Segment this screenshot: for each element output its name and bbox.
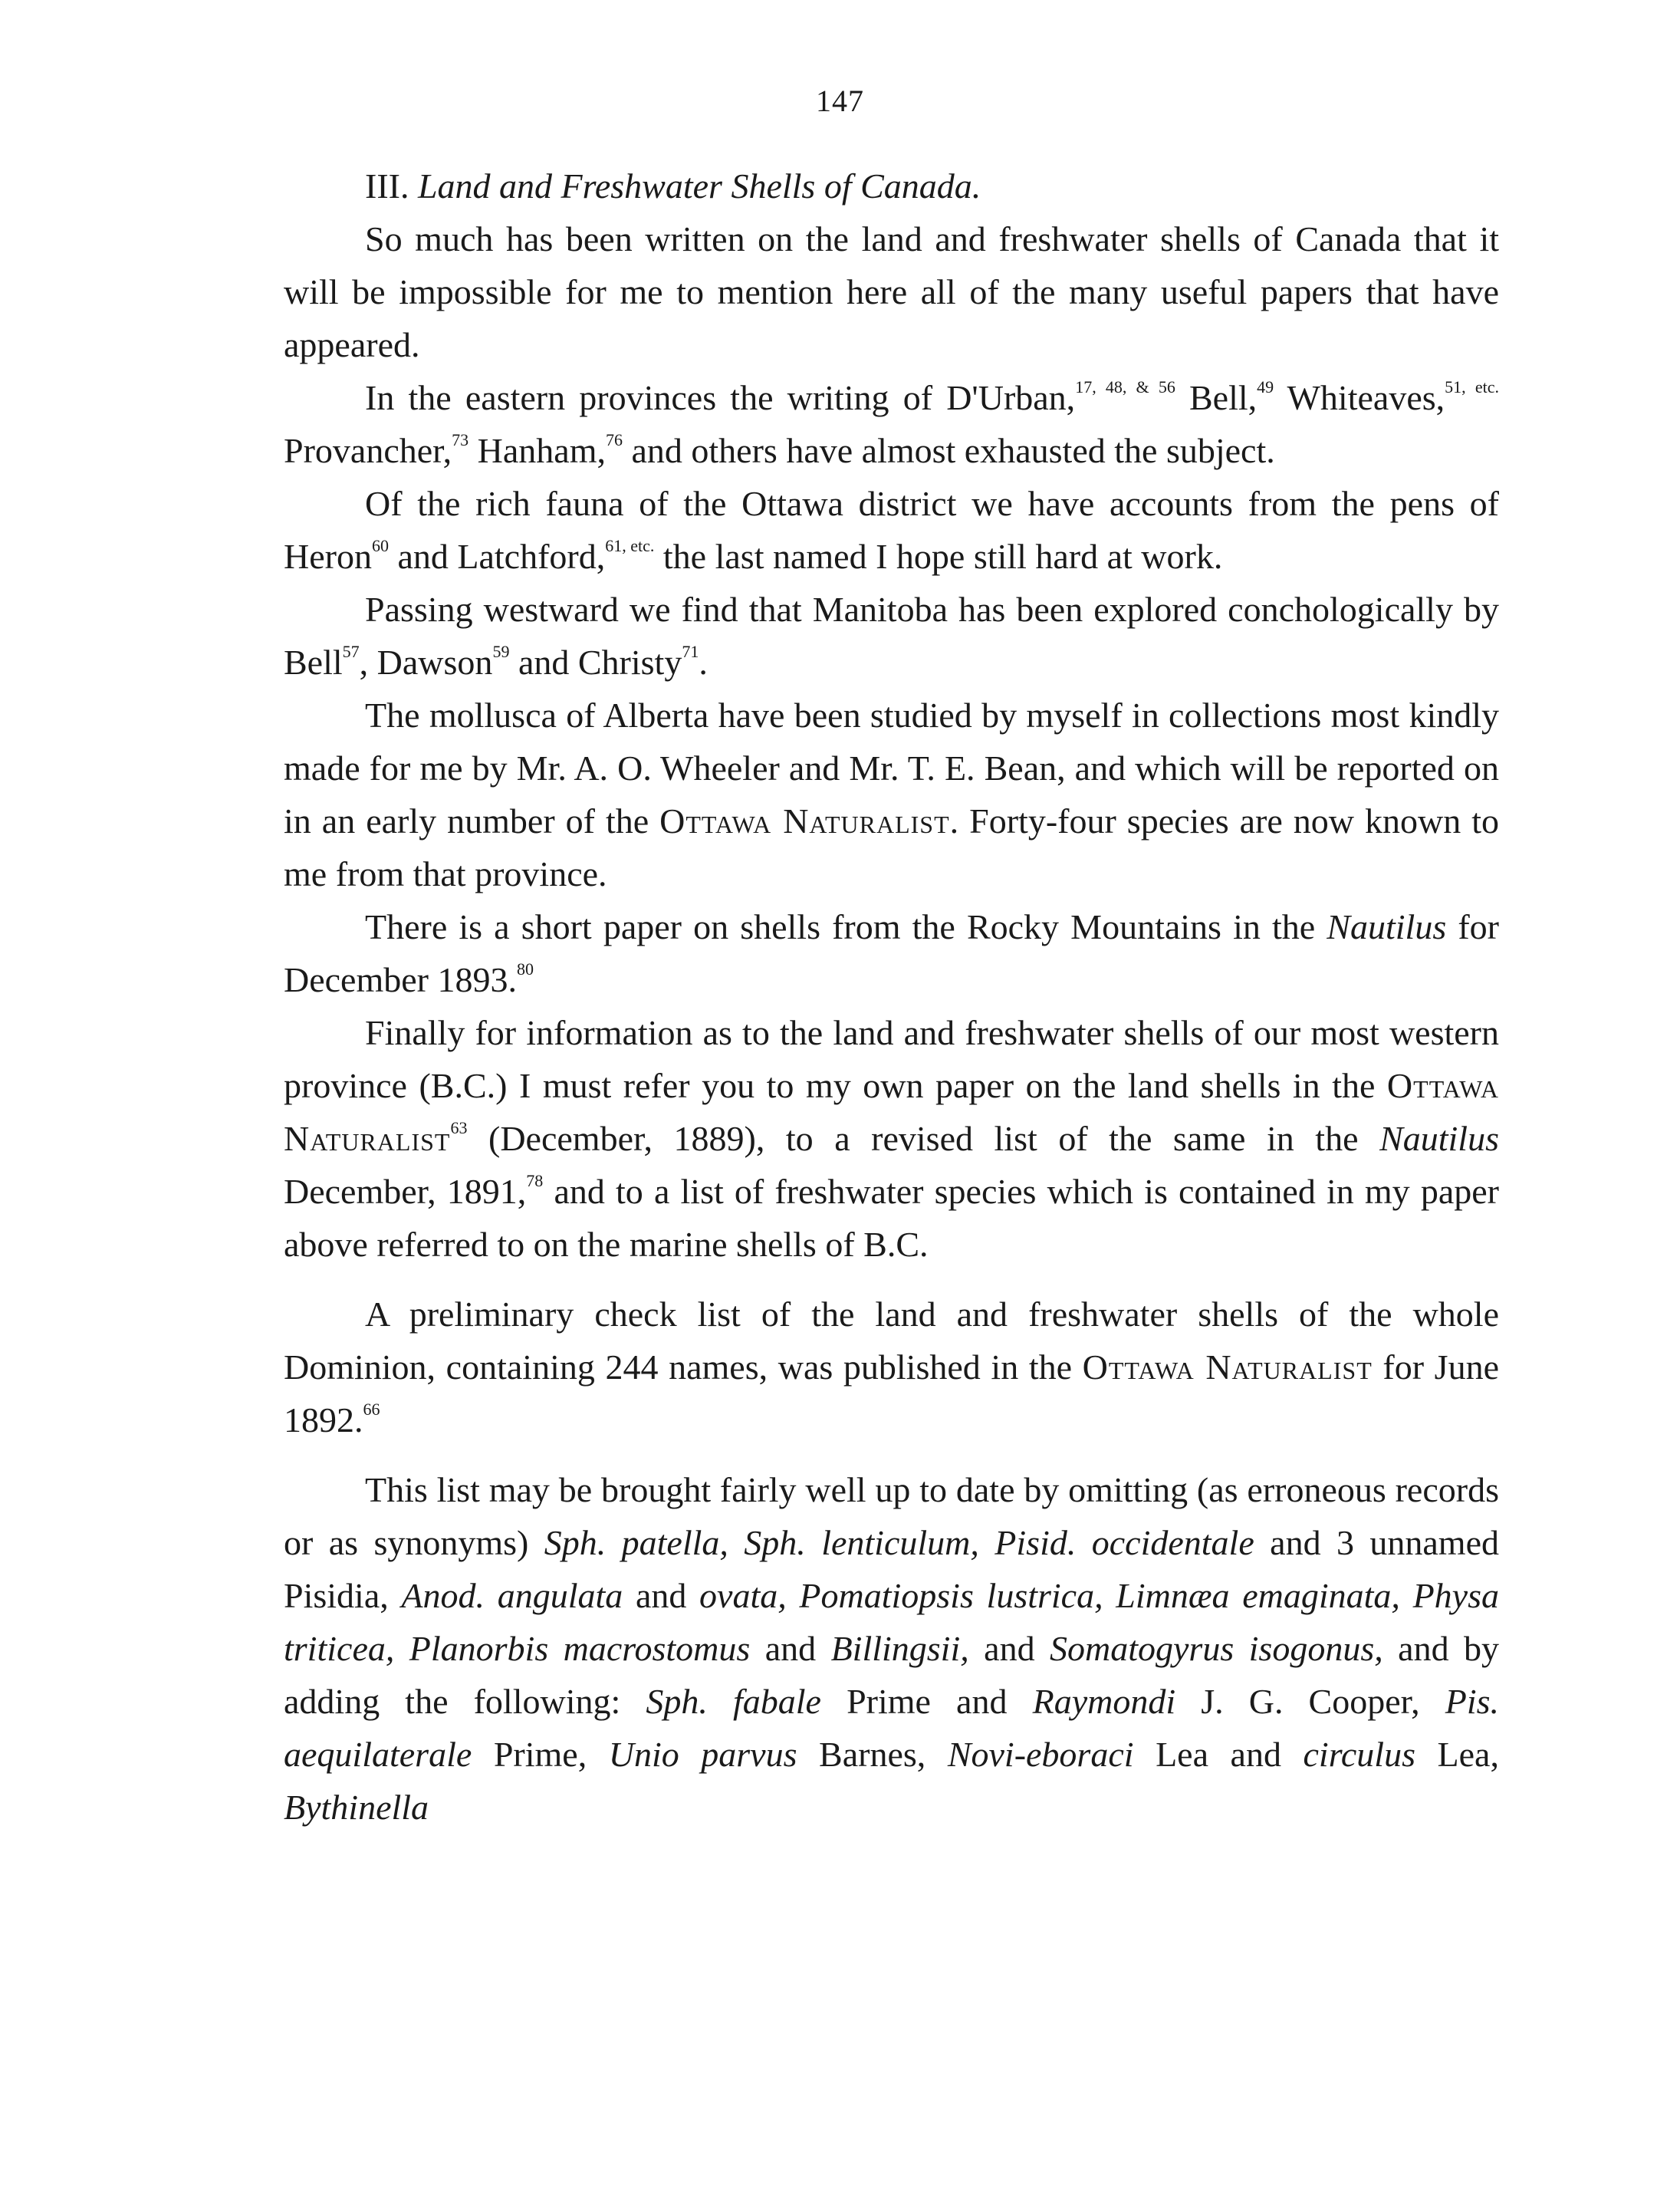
- paragraph-manitoba: [284, 583, 1499, 689]
- text-run: Hanham,: [468, 431, 606, 470]
- species-name: Novi-eboraci: [947, 1735, 1134, 1774]
- reference-marker: 66: [363, 1399, 380, 1419]
- species-name: Sph. patella, Sph. lenticulum, Pisid. occidentale: [544, 1523, 1254, 1562]
- reference-marker: 61, etc.: [605, 535, 655, 555]
- species-name: Billingsii,: [830, 1629, 969, 1668]
- reference-marker: 78: [526, 1170, 544, 1190]
- species-name: circulus: [1303, 1735, 1415, 1774]
- reference-marker: 80: [517, 959, 534, 979]
- text-run: and: [968, 1629, 1050, 1668]
- text-run: .: [699, 643, 708, 682]
- paragraph-check-list: [284, 1288, 1499, 1446]
- text-run: Bell,: [1175, 378, 1258, 417]
- paragraph-alberta: [284, 689, 1499, 900]
- text-run: and 3 unnamed Pisidia,: [284, 1523, 1499, 1615]
- text-run: Whiteaves,: [1274, 378, 1445, 417]
- reference-marker: 71: [682, 641, 699, 661]
- page-number: 147: [816, 84, 864, 118]
- section-heading: [284, 160, 1499, 212]
- text-run: , Dawson: [359, 643, 493, 682]
- text-run: and by adding the following:: [284, 1629, 1500, 1721]
- body-text: [284, 160, 1499, 1834]
- text-run: Prime,: [472, 1735, 609, 1774]
- reference-marker: 60: [371, 535, 389, 555]
- reference-marker: 73: [452, 429, 469, 449]
- text-run: Barnes,: [797, 1735, 948, 1774]
- paragraph-eastern-provinces: [284, 371, 1499, 477]
- text-run: and: [623, 1576, 700, 1615]
- text-run: In the eastern provinces the writing of D'Urban,: [365, 378, 1076, 417]
- text-run: A preliminary check list of the land and freshwater shells of the whole Dominion, containing 244 names, was published in the: [284, 1295, 1499, 1387]
- text-run: . Forty-four species are now known to me from that province.: [284, 801, 1499, 893]
- species-name: Sph. fabale: [646, 1682, 821, 1721]
- reference-marker: 51, etc.: [1445, 377, 1499, 396]
- text-run: J. G. Cooper,: [1175, 1682, 1445, 1721]
- section-numeral: III.: [365, 166, 409, 206]
- text-run: and: [750, 1629, 831, 1668]
- text-run: (December, 1889), to a revised list of the same in the: [467, 1119, 1380, 1158]
- paragraph-intro: So much has been written on the land and freshwater shells of Canada that it will be impossible for me to mention here all of the many useful papers that have appeared.: [284, 219, 1499, 364]
- text-run: Provancher,: [284, 431, 452, 470]
- text-run: This list may be brought fairly well up to date by omitting (as erroneous records or as synonyms): [284, 1470, 1499, 1562]
- species-name: Unio parvus: [608, 1735, 797, 1774]
- text-run: and Latchford,: [388, 537, 606, 576]
- reference-marker: 76: [605, 429, 623, 449]
- paragraph-ottawa-district: [284, 477, 1499, 583]
- journal-name: Ottawa Naturalist: [284, 1066, 1499, 1158]
- text-run: Prime and: [820, 1682, 1033, 1721]
- species-name: Bythinella: [284, 1788, 429, 1827]
- journal-name: Nautilus: [1327, 907, 1447, 946]
- reference-marker: 57: [342, 641, 360, 661]
- text-run: The mollusca of Alberta have been studied by myself in collections most kindly made for me by Mr. A. O. Wheeler and Mr. T. E. Bean, and which will be reported on in an early number of the: [284, 696, 1499, 841]
- reference-marker: 63: [450, 1117, 468, 1137]
- text-run: Of the rich fauna of the Ottawa district we have accounts from the pens of Heron: [284, 484, 1499, 576]
- text-run: There is a short paper on shells from the Rocky Mountains in the: [365, 907, 1327, 946]
- journal-name: Ottawa Naturalist: [659, 801, 950, 841]
- journal-name: Ottawa Naturalist: [1082, 1347, 1373, 1387]
- text-run: Lea,: [1415, 1735, 1499, 1774]
- text-run: the last named I hope still hard at work.: [654, 537, 1223, 576]
- reference-marker: 17, 48, & 56: [1075, 377, 1175, 396]
- text-run: and Christy: [509, 643, 682, 682]
- section-title: Land and Freshwater Shells of Canada.: [417, 166, 981, 206]
- species-name: Pis. aequilaterale: [284, 1682, 1500, 1774]
- species-name: Somatogyrus isogonus,: [1050, 1629, 1383, 1668]
- text-run: and others have almost exhausted the subject.: [622, 431, 1275, 470]
- text-run: and to a list of freshwater species which is contained in my paper above referred to on the marine shells of B.C.: [284, 1172, 1499, 1264]
- paragraph-list-update: [284, 1463, 1499, 1834]
- text-run: Finally for information as to the land and freshwater shells of our most western province (B.C.) I must refer you to my own paper on the land shells in the: [284, 1013, 1499, 1105]
- paragraph-british-columbia: [284, 1006, 1499, 1271]
- reference-marker: 59: [492, 641, 510, 661]
- journal-name: Nautilus: [1379, 1119, 1499, 1158]
- text-run: for June 1892.: [284, 1347, 1499, 1439]
- species-name: ovata, Pomatiopsis lustrica, Limnæa emaginata, Physa triticea, Planorbis macrostomus: [284, 1576, 1499, 1668]
- text-run: Passing westward we find that Manitoba has been explored conchologically by Bell: [284, 590, 1499, 682]
- paragraph-rocky-mountains: [284, 900, 1499, 1006]
- text-run: December, 1891,: [284, 1172, 527, 1211]
- text-run: for December 1893.: [284, 907, 1499, 999]
- reference-marker: 49: [1257, 377, 1274, 396]
- species-name: Anod. angulata: [401, 1576, 623, 1615]
- species-name: Raymondi: [1032, 1682, 1176, 1721]
- text-run: Lea and: [1133, 1735, 1304, 1774]
